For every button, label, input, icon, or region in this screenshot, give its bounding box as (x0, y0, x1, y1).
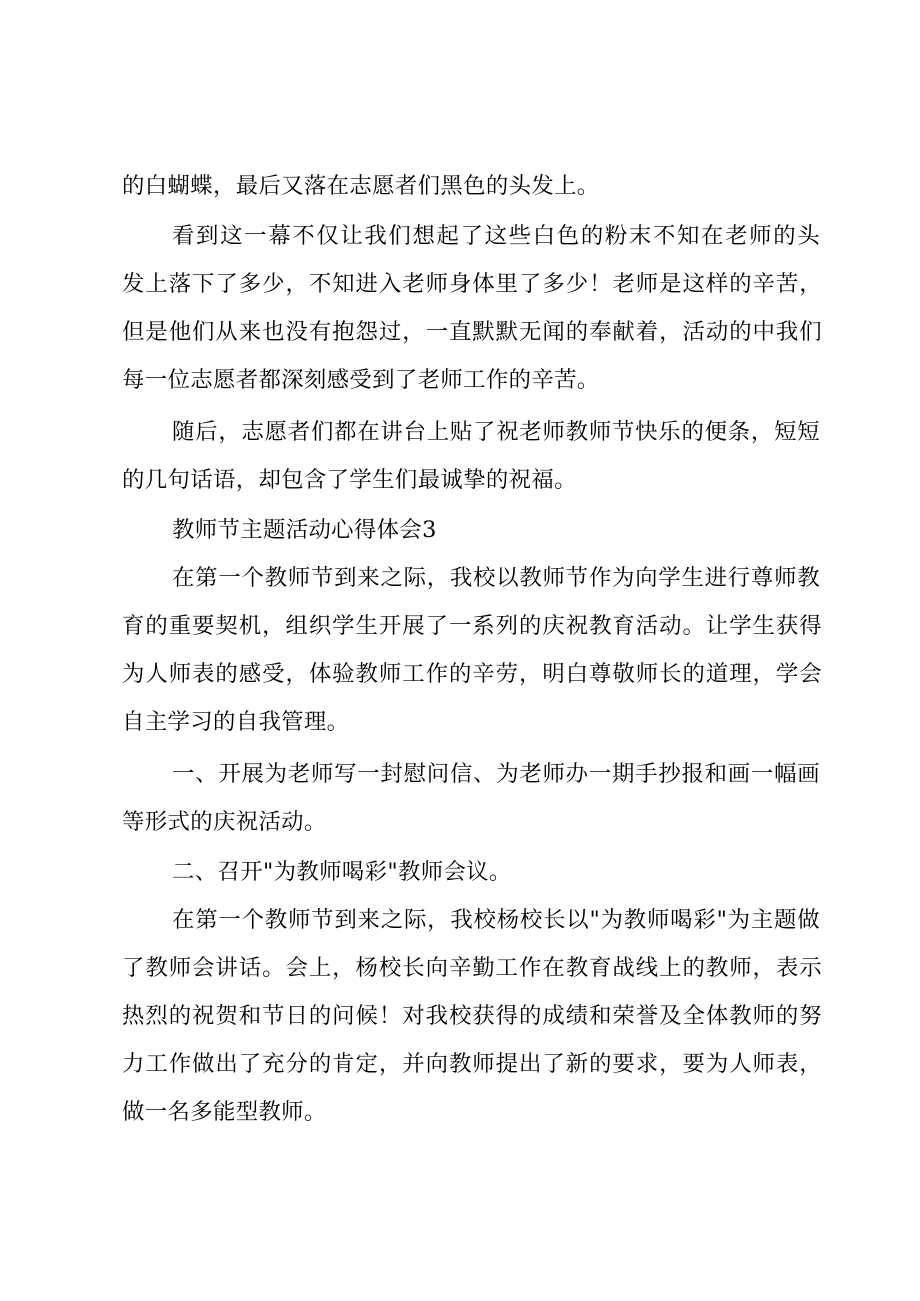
paragraph-line: 自主学习的自我管理。 (122, 709, 350, 735)
paragraph-line: 看到这一幕不仅让我们想起了这些白色的粉末不知在老师的头 (172, 223, 820, 249)
paragraph-line: 了教师会讲话。会上，杨校长向辛勤工作在教育战线上的教师，表示 (122, 955, 822, 981)
paragraph-line: 力工作做出了充分的肯定，并向教师提出了新的要求，要为人师表， (122, 1051, 822, 1077)
paragraph-line: 但是他们从来也没有抱怨过，一直默默无闻的奉献着，活动的中我们 (122, 319, 822, 345)
section-heading: 教师节主题活动心得体会3 (172, 517, 437, 543)
paragraph-line: 在第一个教师节到来之际，我校杨校长以"为教师喝彩"为主题做 (172, 907, 820, 933)
paragraph-line: 等形式的庆祝活动。 (122, 809, 327, 835)
paragraph-line: 的几句话语，却包含了学生们最诚挚的祝福。 (122, 467, 577, 493)
paragraph-line: 二、召开"为教师喝彩"教师会议。 (172, 859, 512, 885)
paragraph-line: 为人师表的感受，体验教师工作的辛劳，明白尊敬师长的道理，学会 (122, 661, 822, 687)
paragraph-line: 热烈的祝贺和节日的问候！对我校获得的成绩和荣誉及全体教师的努 (122, 1003, 822, 1029)
paragraph-line: 育的重要契机，组织学生开展了一系列的庆祝教育活动。让学生获得 (122, 613, 822, 639)
paragraph-line: 每一位志愿者都深刻感受到了老师工作的辛苦。 (122, 367, 600, 393)
paragraph-line: 在第一个教师节到来之际，我校以教师节作为向学生进行尊师教 (172, 565, 820, 591)
paragraph-line: 一、开展为老师写一封慰问信、为老师办一期手抄报和画一幅画 (172, 761, 820, 787)
paragraph-line: 随后，志愿者们都在讲台上贴了祝老师教师节快乐的便条，短短 (172, 419, 820, 445)
paragraph-line: 做一名多能型教师。 (122, 1099, 327, 1125)
paragraph-line: 的白蝴蝶，最后又落在志愿者们黑色的头发上。 (122, 173, 600, 199)
paragraph-line: 发上落下了多少，不知进入老师身体里了多少！老师是这样的辛苦， (122, 271, 822, 297)
